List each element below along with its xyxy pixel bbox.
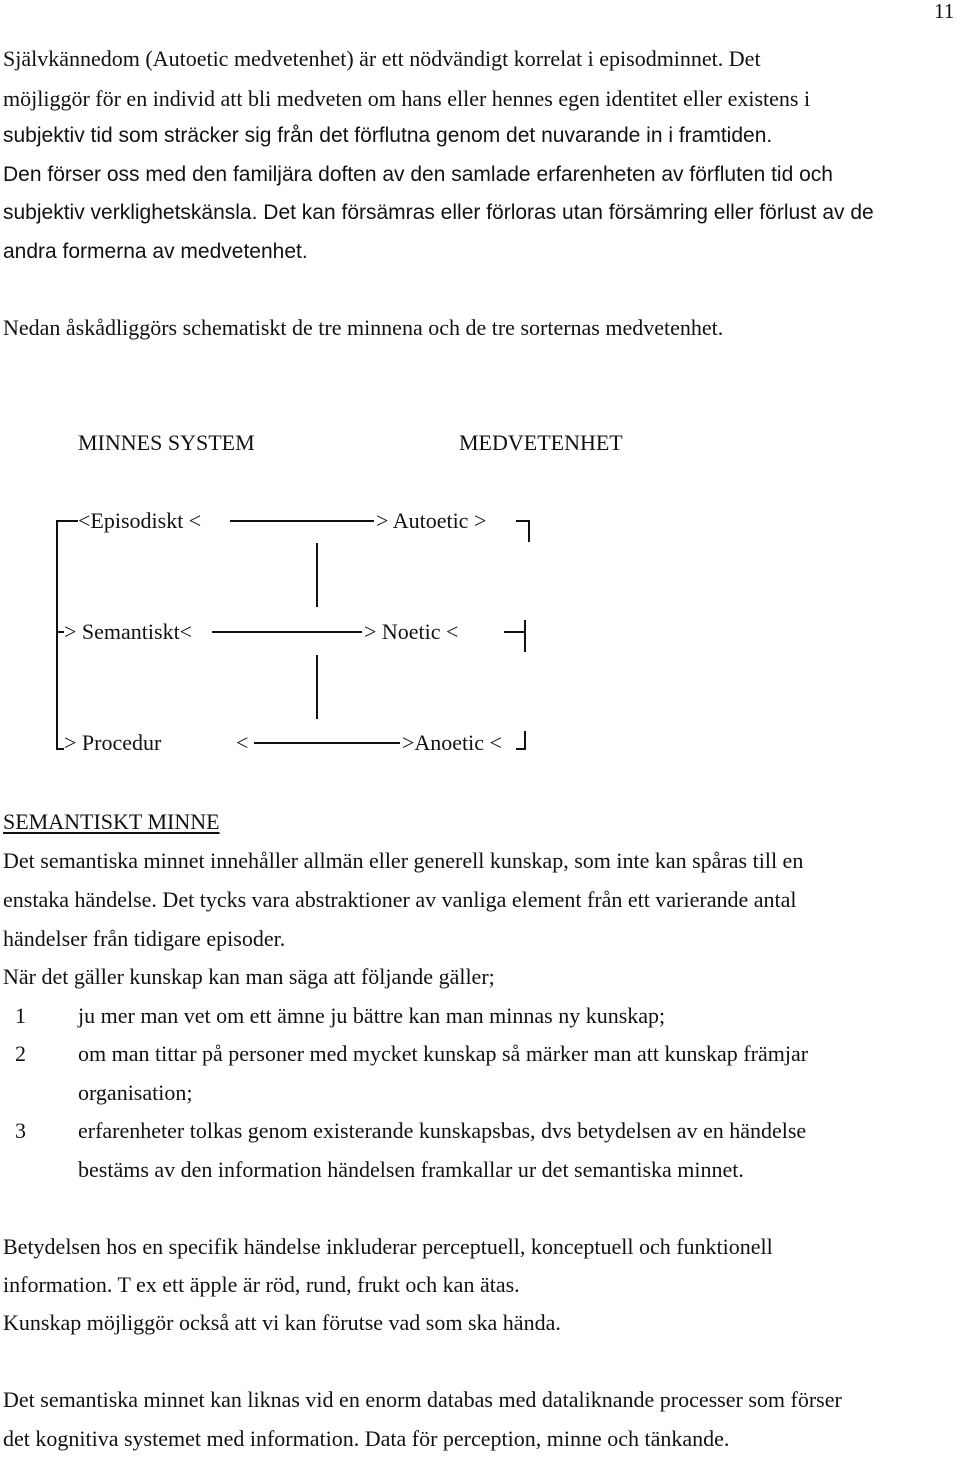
- meaning-line-2: information. T ex ett äpple är röd, rund, frukt och kan ätas.: [3, 1272, 520, 1297]
- center-line-upper: [316, 543, 318, 607]
- left-vertical-line: [56, 520, 58, 750]
- intro-line-3: subjektiv tid som sträcker sig från det förflutna genom det nuvarande in i framtiden.: [3, 124, 773, 147]
- intro-line-1: Självkännedom (Autoetic medvetenhet) är ett nödvändigt korrelat i episodminnet. Det: [3, 46, 761, 71]
- row2-arrow-line: [212, 631, 362, 633]
- intro-line-4: Den förser oss med den familjära doften av den samlade erfarenheten av förfluten tid och: [3, 163, 833, 186]
- row1-episodic: <Episodiskt <: [78, 508, 202, 533]
- left-bottom-tick: [56, 748, 64, 750]
- schema-intro: Nedan åskådliggörs schematiskt de tre minnena och de tre sorternas medvetenhet.: [3, 315, 724, 340]
- right-bottom-tick: [516, 748, 526, 750]
- intro-line-6: andra formerna av medvetenhet.: [3, 240, 308, 263]
- list-item-2-line-2: organisation;: [78, 1080, 193, 1105]
- right-mid-tick: [504, 631, 526, 633]
- page-number: 11: [934, 0, 955, 23]
- right-top-tick: [516, 520, 530, 522]
- right-mid-bar: [524, 620, 526, 652]
- database-line-1: Det semantiska minnet kan liknas vid en enorm databas med dataliknande processer som förser: [3, 1387, 842, 1412]
- list-item-3-line-2: bestäms av den information händelsen framkallar ur det semantiska minnet.: [78, 1157, 744, 1182]
- left-mid-tick: [56, 631, 64, 633]
- intro-line-2: möjliggör för en individ att bli medveten om hans eller hennes egen identitet eller existens i: [3, 86, 811, 111]
- list-number-2: 2: [15, 1041, 26, 1066]
- right-bottom-bar: [524, 731, 526, 749]
- col-header-awareness: MEDVETENHET: [459, 430, 623, 455]
- semantic-line-4: När det gäller kunskap kan man säga att följande gäller;: [3, 964, 495, 989]
- list-number-3: 3: [15, 1118, 26, 1143]
- database-line-2: det kognitiva systemet med information. Data för perception, minne och tänkande.: [3, 1426, 730, 1451]
- center-line-lower: [316, 655, 318, 719]
- row2-semantic: > Semantiskt<: [64, 619, 193, 644]
- list-item-2-line-1: om man tittar på personer med mycket kunskap så märker man att kunskap främjar: [78, 1041, 809, 1066]
- row3-arrow-line: [254, 742, 400, 744]
- row3-anoetic: >Anoetic <: [402, 730, 502, 755]
- list-item-3-line-1: erfarenheter tolkas genom existerande kunskapsbas, dvs betydelsen av en händelse: [78, 1118, 807, 1143]
- row3-procedural: > Procedur: [64, 730, 162, 755]
- row1-arrow-line: [230, 520, 374, 522]
- row2-noetic: > Noetic <: [364, 619, 459, 644]
- col-header-memory: MINNES SYSTEM: [78, 430, 255, 455]
- left-top-tick: [56, 520, 78, 522]
- list-number-1: 1: [15, 1003, 26, 1028]
- semantic-line-3: händelser från tidigare episoder.: [3, 926, 286, 951]
- row3-arrow-head: <: [236, 730, 249, 755]
- list-item-1-line-1: ju mer man vet om ett ämne ju bättre kan man minnas ny kunskap;: [78, 1003, 666, 1028]
- row1-autoetic: > Autoetic >: [376, 508, 487, 533]
- meaning-line-3: Kunskap möjliggör också att vi kan förutse vad som ska hända.: [3, 1310, 561, 1335]
- semantic-heading: SEMANTISKT MINNE: [3, 809, 220, 834]
- intro-line-5: subjektiv verklighetskänsla. Det kan försämras eller förloras utan försämring eller förlust av de: [3, 201, 874, 224]
- semantic-line-1: Det semantiska minnet innehåller allmän eller generell kunskap, som inte kan spåras till en: [3, 848, 804, 873]
- right-top-drop: [528, 520, 530, 542]
- meaning-line-1: Betydelsen hos en specifik händelse inkluderar perceptuell, konceptuell och funktionell: [3, 1234, 773, 1259]
- semantic-line-2: enstaka händelse. Det tycks vara abstraktioner av vanliga element från ett varierande antal: [3, 887, 797, 912]
